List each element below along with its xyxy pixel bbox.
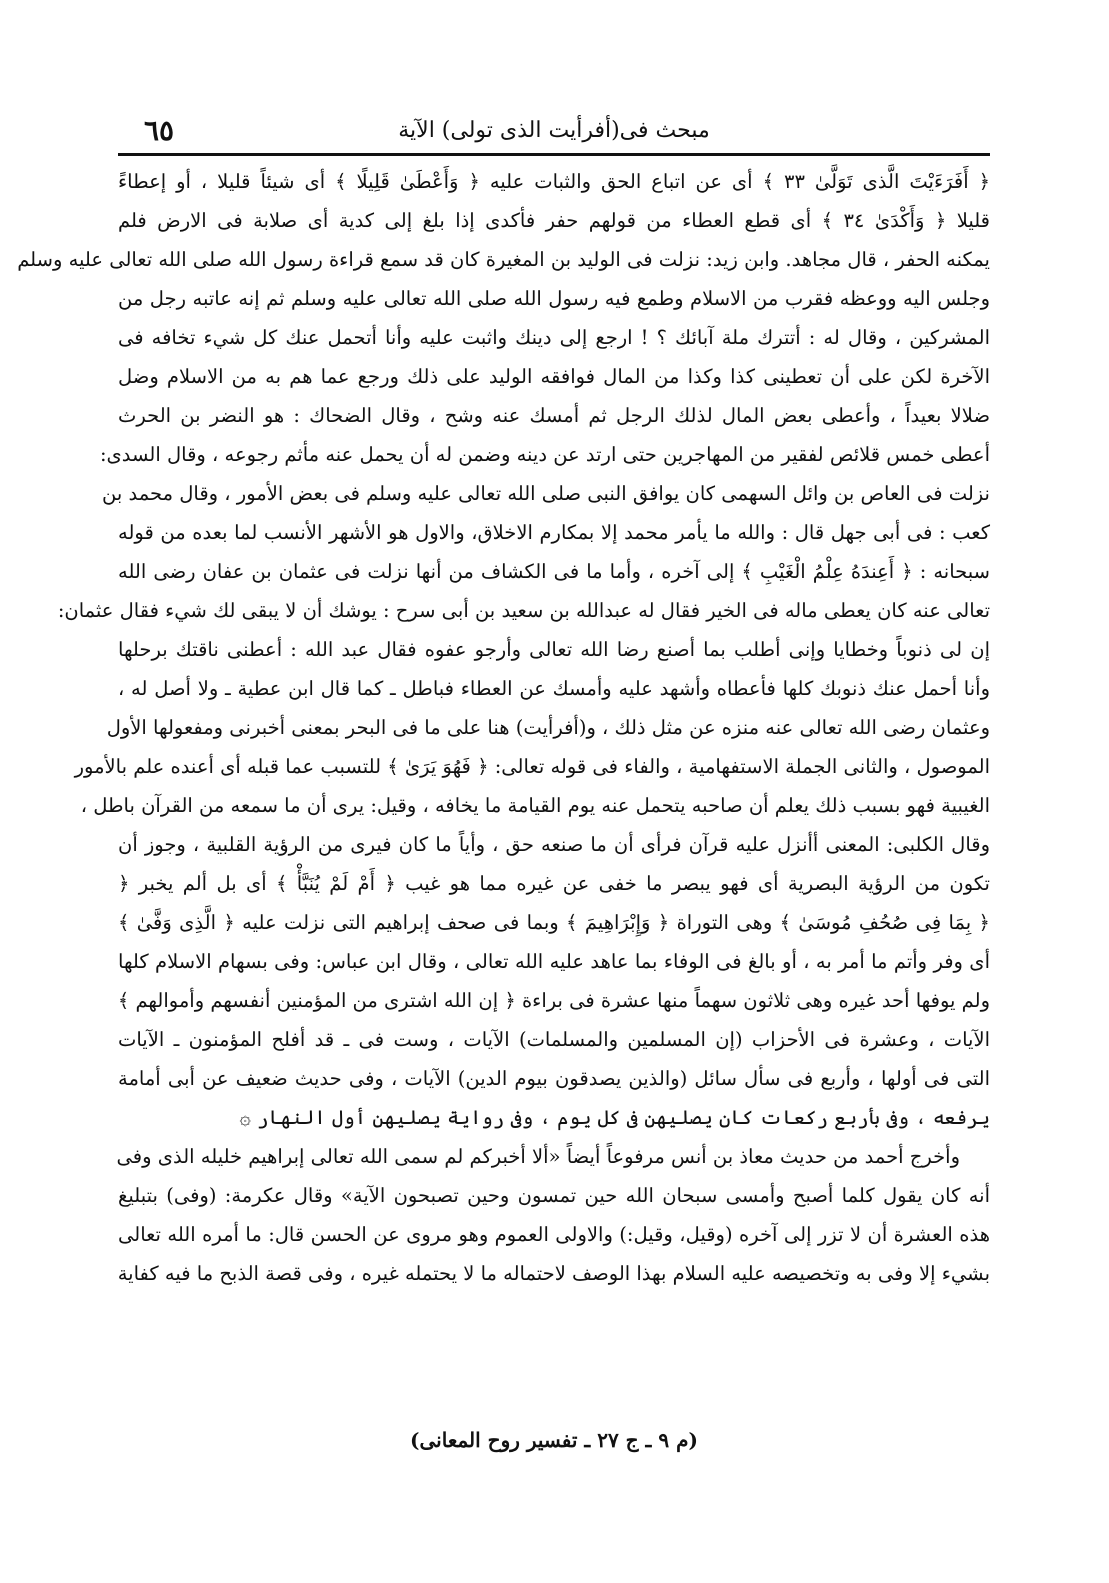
page-header [118,108,990,156]
text-line: الموصول ، والثانى الجملة الاستفهامية ، والفاء فى قوله تعالى: ﴿ فَهُوَ يَرَىٰ ﴾ للتسبب عما قبله أى أعنده علم بالأمور [74,755,990,778]
text-line: الغيبية فهو بسبب ذلك يعلم أن صاحبه يتحمل عنه يوم القيامة ما يخافه ، وقيل: يرى أن ما سمعه من القرآن باطل ، [80,794,990,817]
text-line: سبحانه : ﴿ أَعِندَهُ عِلْمُ الْغَيْبِ ﴾ إلى آخره ، وأما ما فى الكشاف من أنها نزلت فى عثمان بن عفان رضى الله [118,560,990,583]
text-line: هذه العشرة أن لا تزر إلى آخره (وقيل، وقيل:) والاولى العموم وهو مروى عن الحسن قال: ما أمره الله تعالى [118,1223,990,1246]
text-line: كعب : فى أبى جهل قال : والله ما يأمر محمد إلا بمكارم الاخلاق، والاول هو الأشهر الأنسب لما بعده من قوله [118,521,990,544]
body-text [17,162,991,1293]
text-line: التى فى أولها ، وأربع فى سأل سائل (والذين يصدقون بيوم الدين) الآيات ، وفى حديث ضعيف عن أبى أمامة [118,1067,990,1090]
page-footer: (م ٩ ـ ج ٢٧ ـ تفسير روح المعانى) [410,1428,698,1452]
text-line: أنه كان يقول كلما أصبح وأمسى سبحان الله حين تمسون وحين تصبحون الآية» وقال عكرمة: (وفى) بتبليغ [118,1184,990,1207]
text-line: ﴿ أَفَرَءَيْتَ الَّذى تَوَلَّىٰ ٣٣ ﴾ أى عن اتباع الحق والثبات عليه ﴿ وَأَعْطَىٰ قَلِيلًا ﴾ أى شيئاً قليلا ، أو إعطاءً [118,170,991,193]
page-number: ٦٥ [144,114,175,147]
text-line: أى وفر وأتم ما أمر به ، أو بالغ فى الوفاء بما عاهد عليه الله تعالى ، وقال ابن عباس: وفى بسهام الاسلام كلها [118,950,990,973]
text-line: الآخرة لكن على أن تعطينى كذا وكذا من المال فوافقه الوليد على ذلك ورجع عما هم به من الاسلام وضل [118,365,990,388]
text-line: الآيات ، وعشرة فى الأحزاب (إن المسلمين والمسلمات) الآيات ، وست فى ـ قد أفلح المؤمنون ـ الآيات [118,1028,990,1051]
text-line: نزلت فى العاص بن وائل السهمى كان يوافق النبى صلى الله تعالى عليه وسلم فى بعض الأمور ، وقال محمد بن [102,482,990,505]
text-line: ﴿ بِمَا فِى صُحُفِ مُوسَىٰ ﴾ وهى التوراة ﴿ وَإِبْرَاهِيمَ ﴾ وبما فى صحف إبراهيم التى نزلت عليه ﴿ الَّذِى وَفَّىٰ ﴾ [118,911,990,934]
header-divider [118,153,990,156]
text-line: ضلالا بعيداً ، وأعطى بعض المال لذلك الرجل ثم أمسك عنه وشح ، وقال الضحاك : هو النضر بن الحرث [118,404,990,427]
text-line: بشيء إلا وفى به وتخصيصه عليه السلام بهذا الوصف لاحتماله ما لا يحتمله غيره ، وفى قصة الذبح ما فيه كفاية [117,1262,990,1285]
text-line: وقال الكلبى: المعنى أأنزل عليه قرآن فرأى أن ما صنعه حق ، وأياً ما كان فيرى من الرؤية القلبية ، وجوز أن [118,833,990,856]
text-line: ولم يوفها أحد غيره وهى ثلاثون سهماً منها عشرة فى براءة ﴿ إن الله اشترى من المؤمنين أنفسهم وأموالهم ﴾ [117,989,990,1012]
text-line: وأنا أحمل عنك ذنوبك كلها فأعطاه وأشهد عليه وأمسك عن العطاء فباطل ـ كما قال ابن عطية ـ ولا أصل له ، [118,677,990,700]
text-line: أعطى خمس قلائص لفقير من المهاجرين حتى ارتد عن دينه وضمن له أن يحمل عنه مأثم رجوعه ، وقال السدى: [99,443,990,466]
text-line: إن لى ذنوباً وخطايا وإنى أطلب بما أصنع رضا الله تعالى وأرجو عفوه فقال عبد الله : أعطنى ناقتك برحلها [118,638,990,661]
text-line: وأخرج أحمد من حديث معاذ بن أنس مرفوعاً أيضاً «ألا أخبركم لم سمى الله تعالى إبراهيم خليله الذى وفى [116,1145,960,1168]
text-line: يمكنه الحفر ، قال مجاهد. وابن زيد: نزلت فى الوليد بن المغيرة كان قد سمع قراءة رسول الله صلى الله تعالى عليه وسلم [17,248,990,271]
text-line: وعثمان رضى الله تعالى عنه منزه عن مثل ذلك ، و(أفرأيت) هنا على ما فى البحر بمعنى أخبرنى ومفعولها الأول [106,716,990,739]
text-line: تكون من الرؤية البصرية أى فهو يبصر ما خفى عن غيره مما هو غيب ﴿ أَمْ لَمْ يُنَبَّأْ ﴾ أى بل ألم يخبر ﴿ [118,872,990,895]
text-line: وجلس اليه ووعظه فقرب من الاسلام وطمع فيه رسول الله صلى الله تعالى عليه وسلم ثم إنه عاتبه رجل من [118,287,990,310]
text-line: قليلا ﴿ وَأَكْدَىٰ ٣٤ ﴾ أى قطع العطاء من قولهم حفر فأكدى إذا بلغ إلى كدية أى صلابة فى الارض فلم [118,209,990,232]
running-title: مبحث فى(أفرأيت الذى تولى) الآية [398,118,710,143]
text-line: تعالى عنه كان يعطى ماله فى الخير فقال له عبدالله بن سعيد بن أبى سرح : يوشك أن لا يبقى لك شيء فقال عثمان: [57,599,990,622]
text-line: المشركين ، وقال له : أتترك ملة آبائك ؟ ! ارجع إلى دينك واثبت عليه وأنا أتحمل عنك كل شيء تخافه فى [118,326,990,349]
text-line: يرفعه ، وفى بأربع ركعات كان يصليهن فى كل يوم ، وفى رواية يصليهن أول النهار ۞ [239,1106,990,1129]
